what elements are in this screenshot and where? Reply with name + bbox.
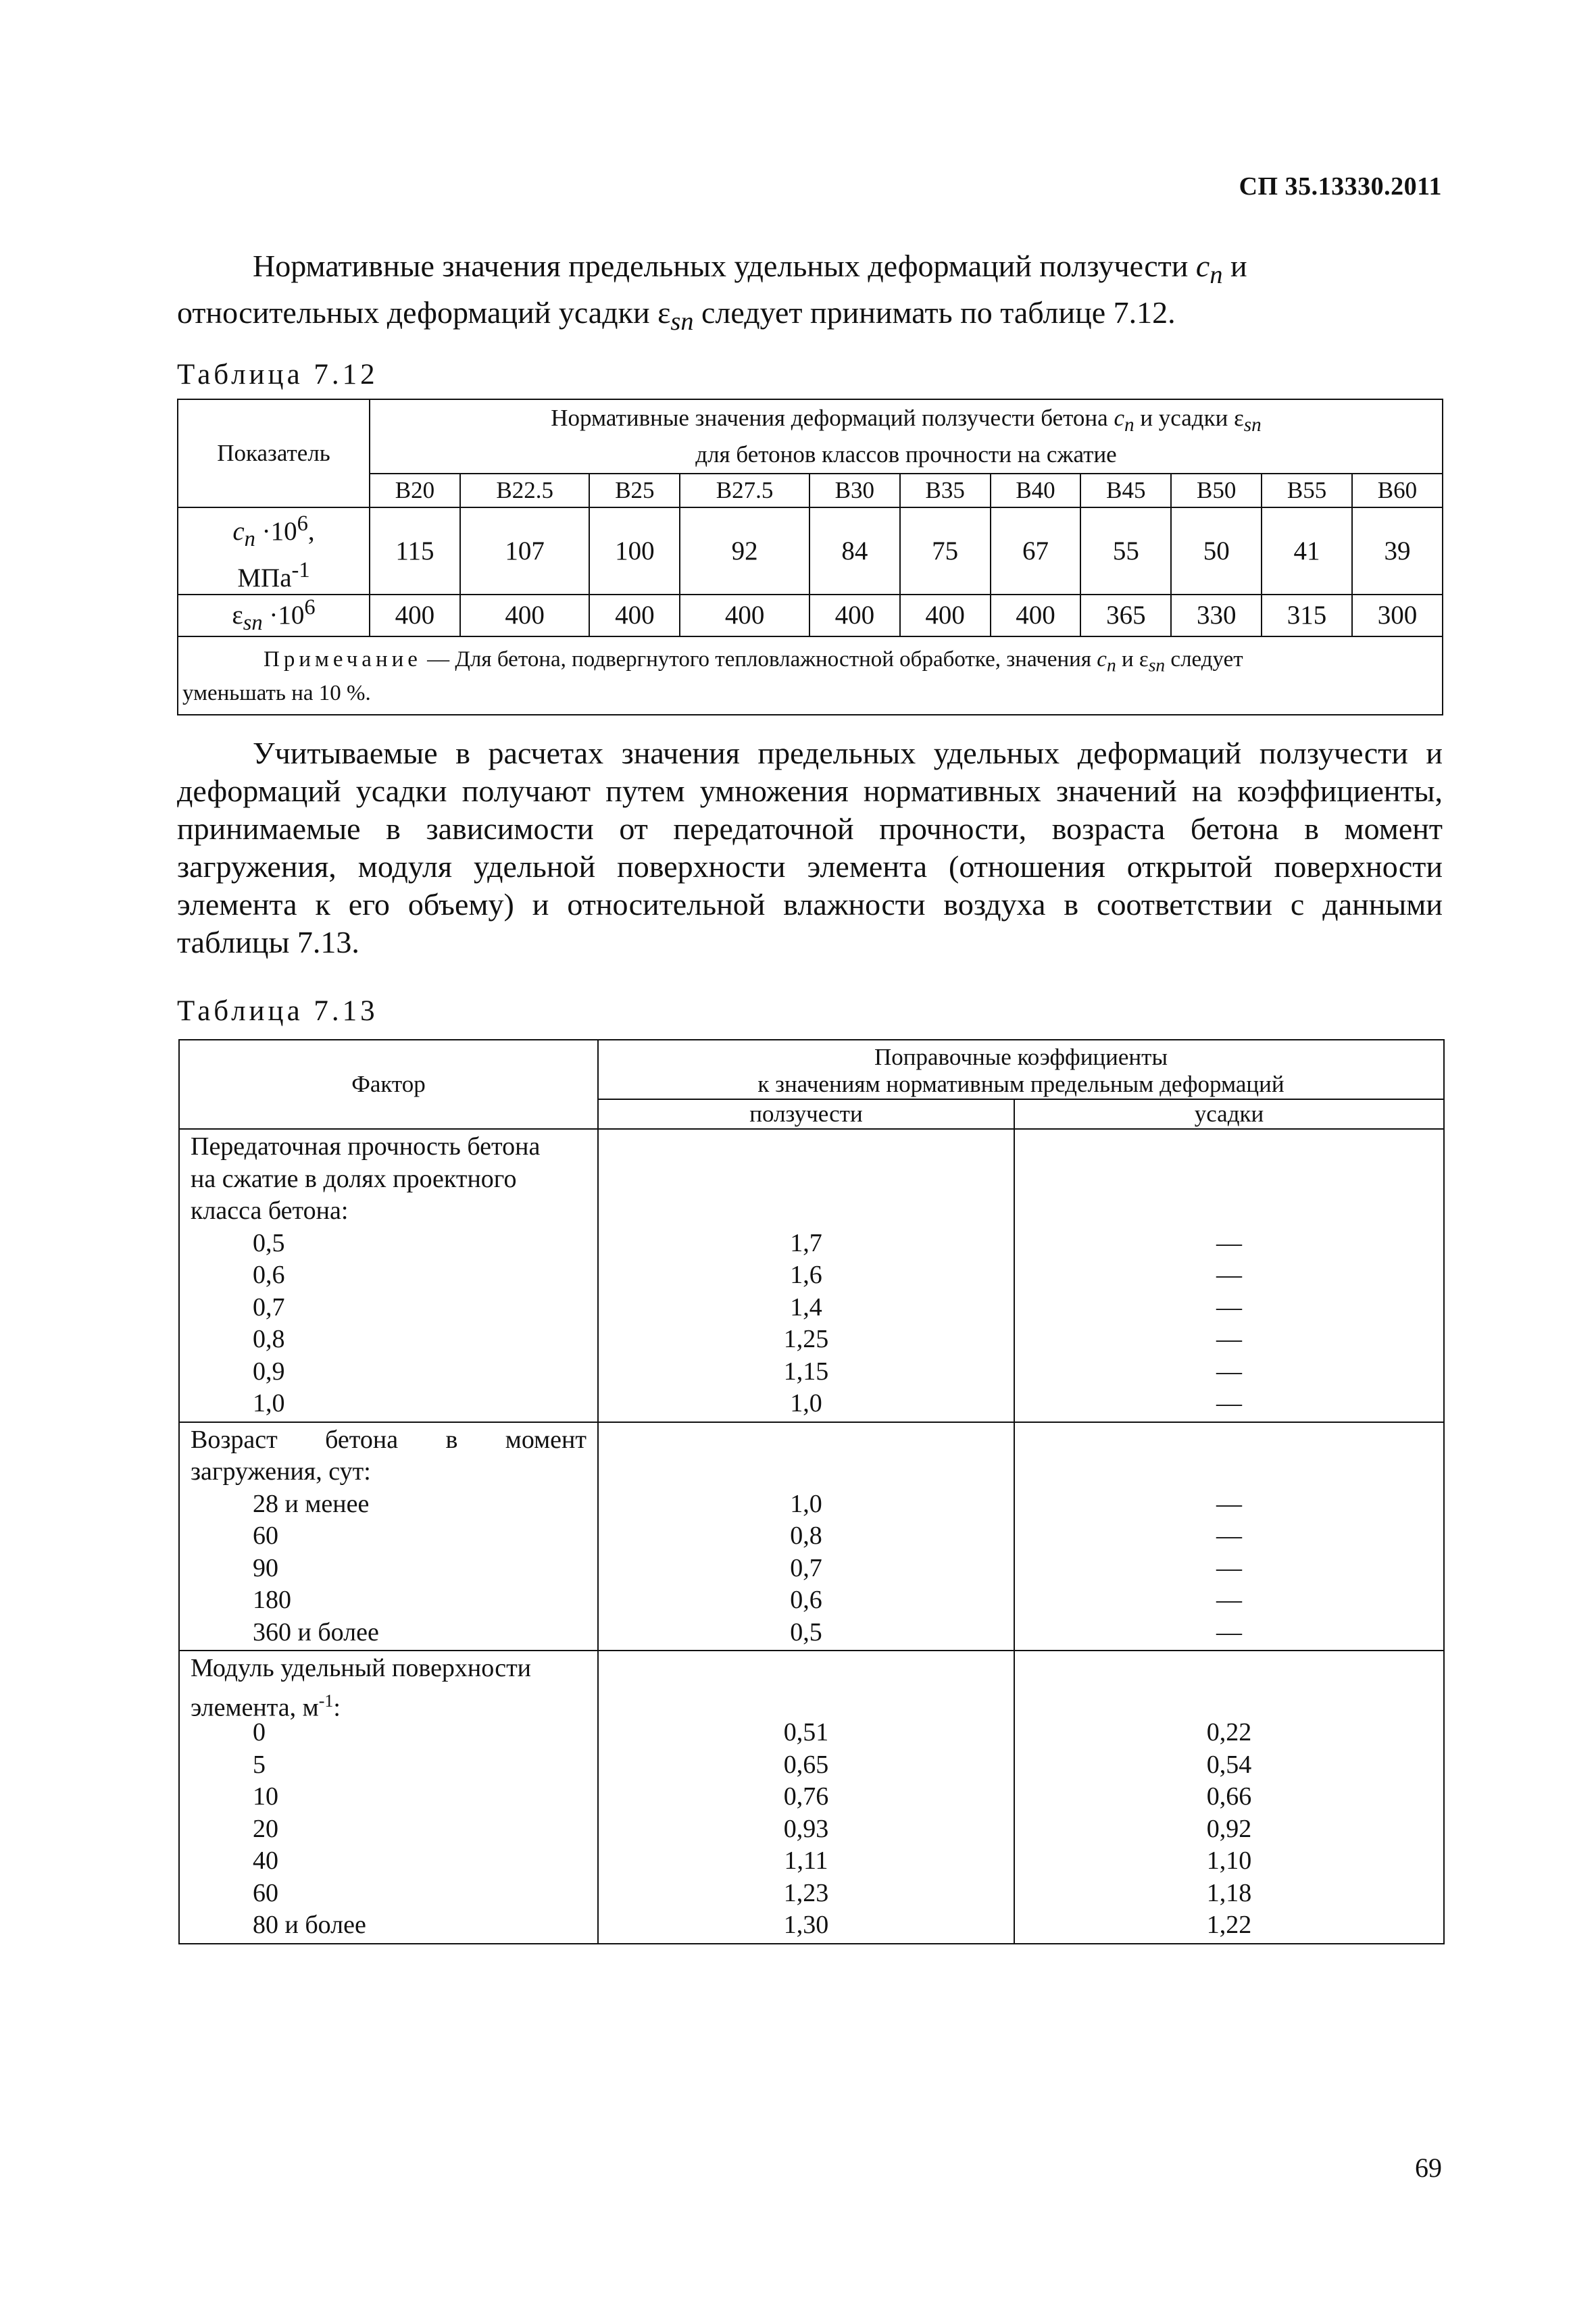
shrinkage-values: 0,22 0,54 0,66 0,92 1,10 1,18 1,22 (1014, 1651, 1444, 1944)
cell-value: 365 (1080, 595, 1171, 636)
class-header: B60 (1352, 474, 1443, 507)
creep-values: 1,7 1,6 1,4 1,25 1,15 1,0 (598, 1129, 1014, 1422)
creep-values: 0,51 0,65 0,76 0,93 1,11 1,23 1,30 (598, 1651, 1014, 1944)
cell-value: 300 (1352, 595, 1443, 636)
class-header: B20 (370, 474, 460, 507)
table-row (178, 507, 1443, 595)
cell-value: 315 (1262, 595, 1352, 636)
creep-values: 1,0 0,8 0,7 0,6 0,5 (598, 1422, 1014, 1651)
cell-value: 400 (809, 595, 900, 636)
class-header: B45 (1080, 474, 1171, 507)
table-section-transfer-strength (179, 1129, 1444, 1422)
table-note-row (178, 636, 1443, 715)
cell-value: 400 (589, 595, 680, 636)
table-7-13 (178, 1039, 1445, 1944)
factor-cell: Передаточная прочность бетона на сжатие в долях проектного класса бетона: 0,5 0,6 0,7 0,8 0,9 1,0 (179, 1129, 598, 1422)
class-header: B25 (589, 474, 680, 507)
cell-value: 84 (809, 507, 900, 595)
table-section-loading-age (179, 1422, 1444, 1651)
cell-value: 75 (900, 507, 991, 595)
cell-value: 400 (991, 595, 1081, 636)
cell-value: 107 (460, 507, 590, 595)
table-7-13-caption: Таблица 7.13 (177, 995, 378, 1027)
cell-value: 39 (1352, 507, 1443, 595)
table-row (178, 595, 1443, 636)
paragraph-intro: Нормативные значения предельных удельных деформаций ползучести $c_n$ и относительных деформаций усадки $\varepsilon_{sn}$ следует принимать по таблице 7.12. (177, 249, 1247, 336)
class-header: B50 (1171, 474, 1262, 507)
table-7-12 (177, 399, 1443, 715)
cell-value: 400 (900, 595, 991, 636)
class-header: B30 (809, 474, 900, 507)
cell-value: 67 (991, 507, 1081, 595)
class-header: B40 (991, 474, 1081, 507)
cell-value: 115 (370, 507, 460, 595)
cell-value: 330 (1171, 595, 1262, 636)
table-7-12-caption: Таблица 7.12 (177, 359, 378, 391)
cell-value: 55 (1080, 507, 1171, 595)
header-correction-coefficients: Поправочные коэффициенты к значениям нормативным предельным деформаций (598, 1040, 1444, 1099)
header-shrinkage: усадки (1014, 1099, 1444, 1129)
cell-value: 41 (1262, 507, 1352, 595)
document-code: СП 35.13330.2011 (1239, 172, 1442, 201)
cell-value: 50 (1171, 507, 1262, 595)
row-label-shrinkage: $\varepsilon_{sn} \cdot 10^6$ (178, 595, 370, 636)
header-indicator: Показатель (178, 399, 370, 507)
cell-value: 400 (370, 595, 460, 636)
header-group: Нормативные значения деформаций ползучести бетона $c_n$ и усадки $\varepsilon_{sn}$ для бетонов классов прочности на сжатие (370, 399, 1443, 474)
cell-value: 400 (680, 595, 809, 636)
cell-value: 92 (680, 507, 809, 595)
paragraph-main: Учитываемые в расчетах значения предельных удельных деформаций ползучести и деформаций усадки получают путем умножения нормативных значений на коэффициенты, принимаемые в зависимости от передаточной прочности, возраста бетона в момент загружения, модуля удельной поверхности элемента (отношения открытой поверхности элемента к его объему) и относительной влажности воздуха в соответствии с данными таблицы 7.13. (177, 736, 1443, 959)
table-section-surface-modulus (179, 1651, 1444, 1944)
page-number: 69 (1415, 2153, 1442, 2183)
class-header: B27.5 (680, 474, 809, 507)
shrinkage-values: — — — — — (1014, 1422, 1444, 1651)
factor-cell: Возраст бетона в момент загружения, сут: 28 и менее 60 90 180 360 и более (179, 1422, 598, 1651)
class-header: B55 (1262, 474, 1352, 507)
class-header: B22.5 (460, 474, 590, 507)
header-factor: Фактор (179, 1040, 598, 1129)
factor-cell: Модуль удельный поверхности элемента, $м^{-1}$: 0 5 10 20 40 60 80 и более (179, 1651, 598, 1944)
row-label-creep: $c_n \cdot 10^6$, МПа$^{-1}$ (178, 507, 370, 595)
shrinkage-values: — — — — — — (1014, 1129, 1444, 1422)
class-header: B35 (900, 474, 991, 507)
table-note: Примечание — Для бетона, подвергнутого тепловлажностной обработке, значения $c_n$ и $\varepsilon_{sn}$ следует уменьшать на 10 %. (178, 636, 1443, 715)
header-creep: ползучести (598, 1099, 1014, 1129)
cell-value: 100 (589, 507, 680, 595)
cell-value: 400 (460, 595, 590, 636)
